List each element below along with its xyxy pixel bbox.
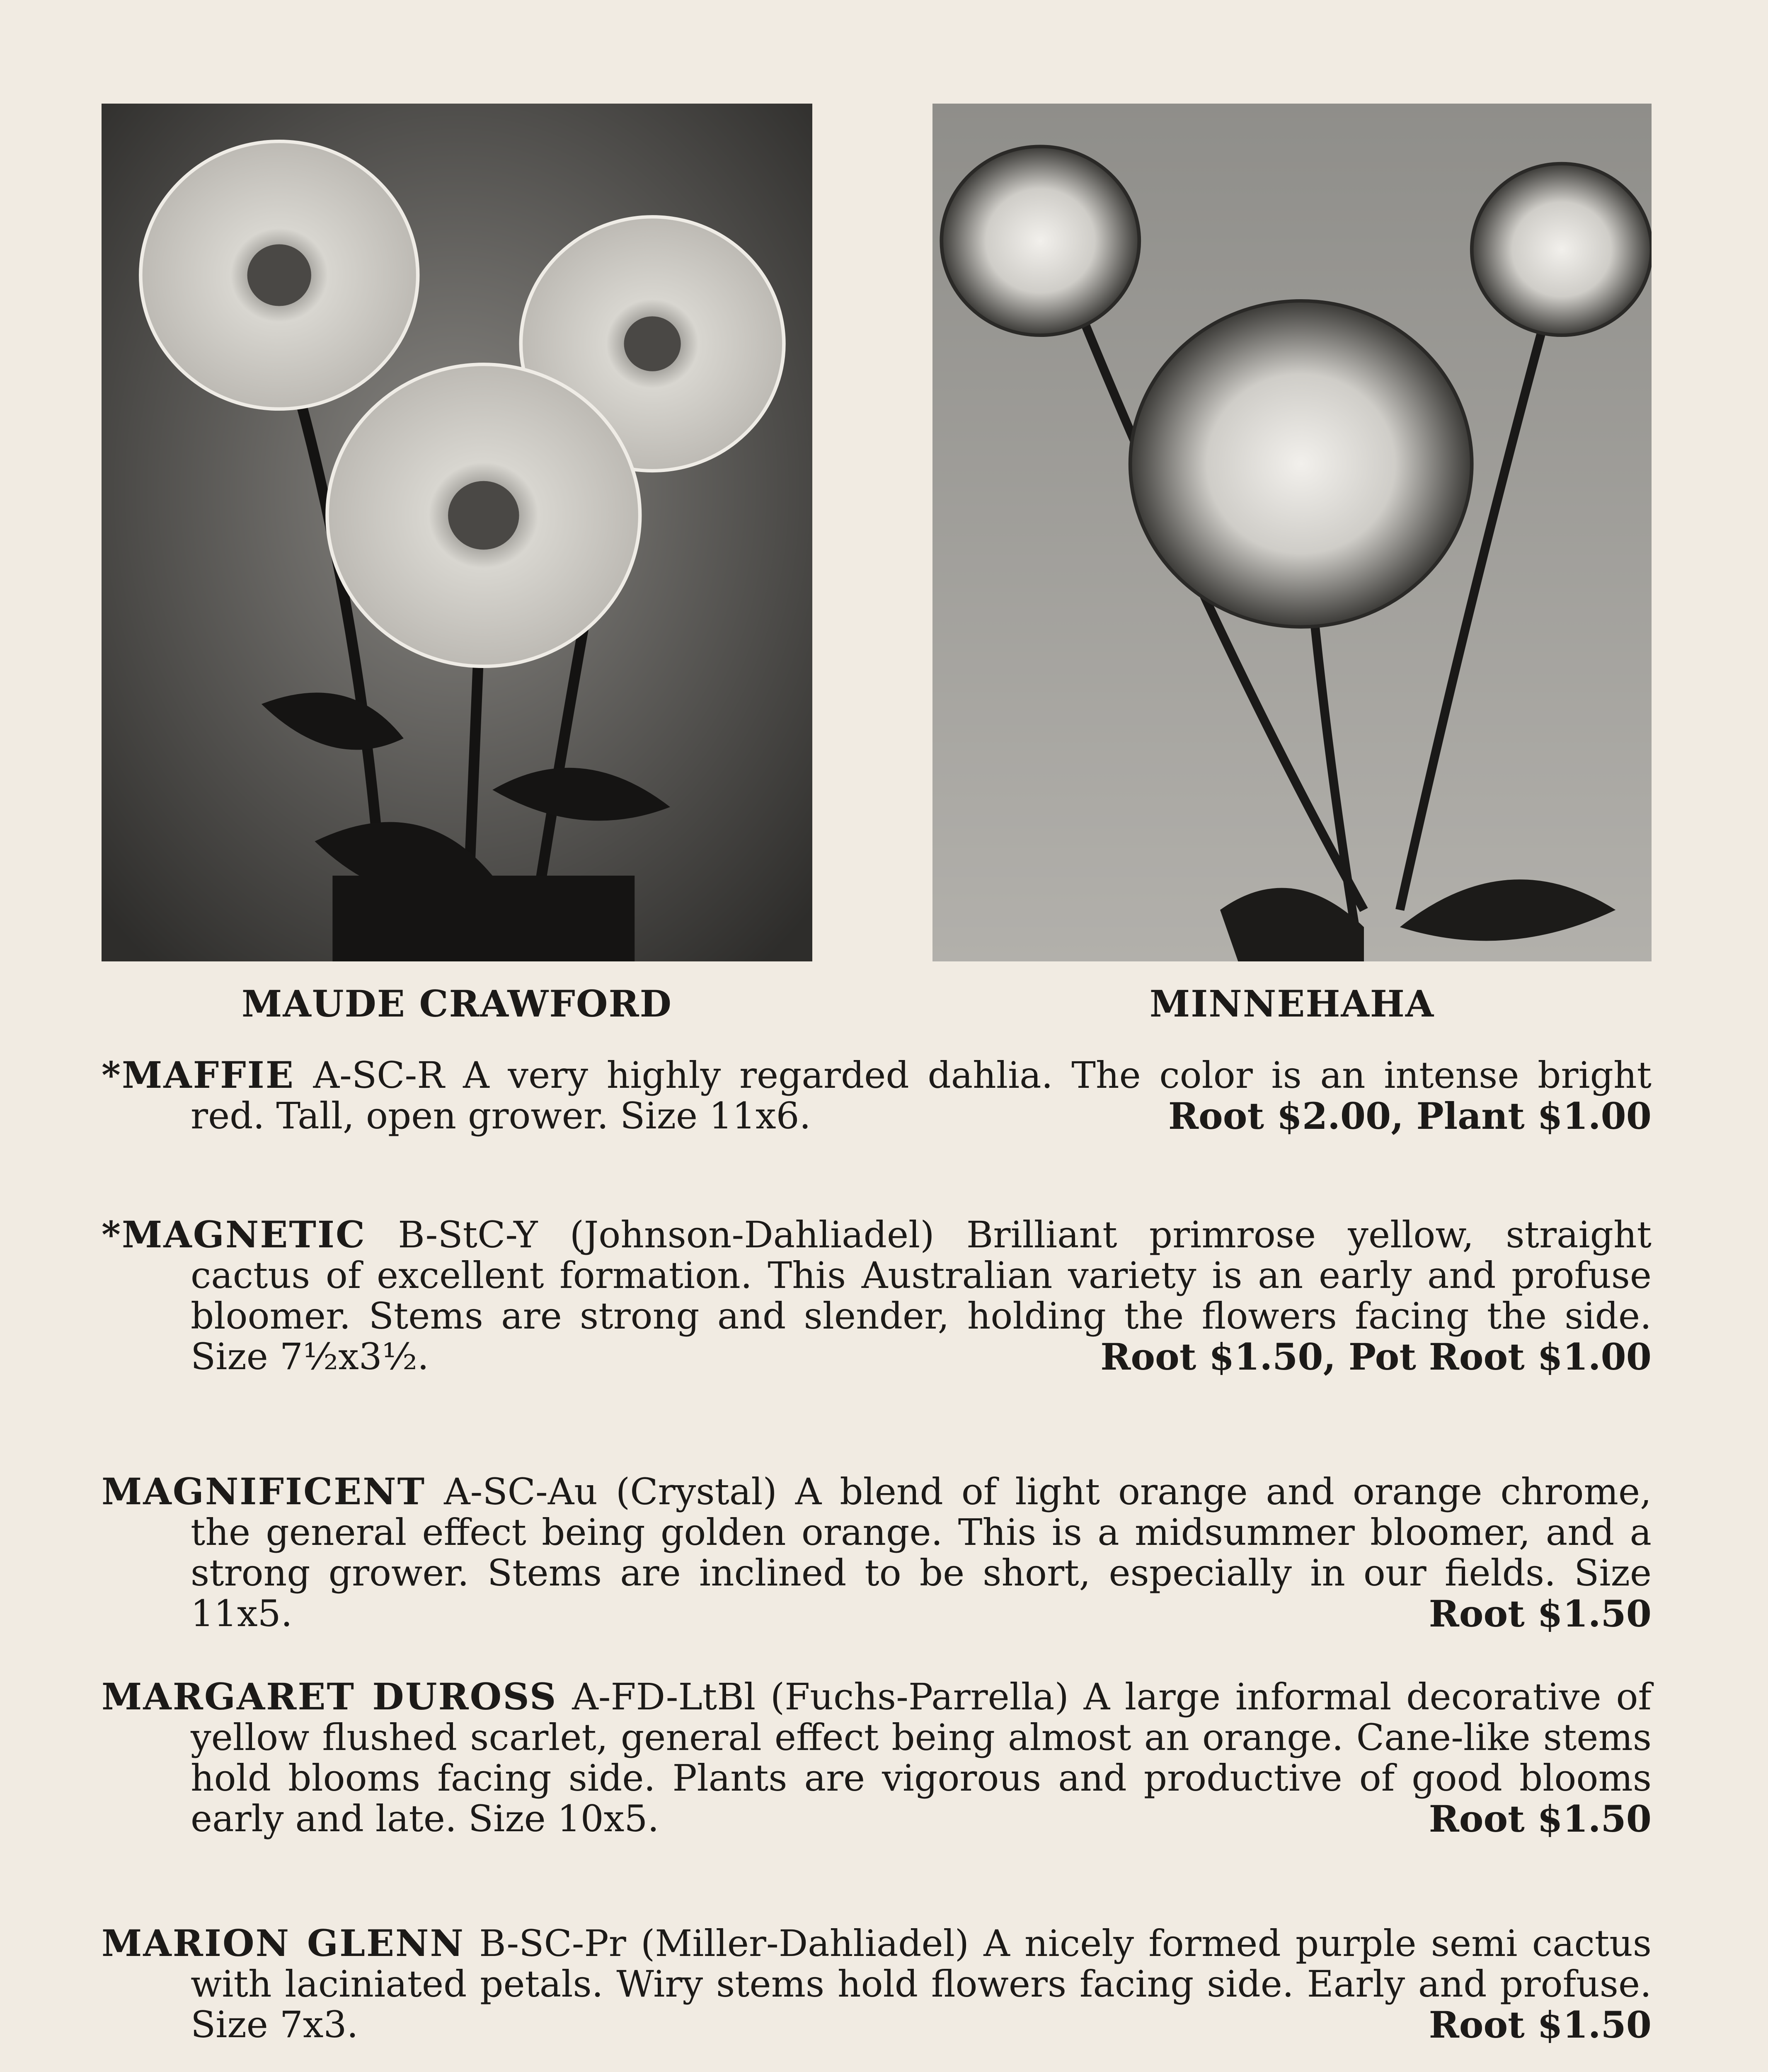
dahlia-entry bbox=[102, 1471, 1652, 1634]
entry-price: Root $1.50, Pot Root $1.00 bbox=[1100, 1335, 1652, 1378]
entry-description: A-SC-Au (Crystal) A blend of light orange and orange chrome, the general effect being golden orange. This is a midsummer bloomer, and a strong grower. Stems are inclined to be short, especially in our fields. Size 11x5. bbox=[191, 1470, 1652, 1635]
entry-description: A-FD-LtBl (Fuchs-Parrella) A large informal decorative of yellow flushed scarlet, general effect being almost an orange. Cane-like stems hold blooms facing side. Plants are vigorous and productive of good blooms early and late. Size 10x5. bbox=[191, 1675, 1652, 1840]
photo-caption-left: MAUDE CRAWFORD bbox=[242, 982, 672, 1025]
entry-name: MARGARET DUROSS bbox=[102, 1675, 557, 1718]
entry-name: *MAGNETIC bbox=[102, 1213, 366, 1256]
entry-description: A-SC-R A very highly regarded dahlia. The color is an intense bright red. Tall, open grower. Size 11x6. bbox=[191, 1054, 1652, 1137]
dahlia-photo-image bbox=[102, 104, 812, 961]
entry-name: MAGNIFICENT bbox=[102, 1470, 426, 1513]
dahlia-entry bbox=[102, 1676, 1652, 1839]
entry-price: Root $2.00, Plant $1.00 bbox=[1168, 1094, 1652, 1138]
entry-description: B-StC-Y (Johnson-Dahliadel) Brilliant primrose yellow, straight cactus of excellent formation. This Australian variety is an early and profuse bloomer. Stems are strong and slender, holding the flowers facing the side. Size 7½x3½. bbox=[191, 1213, 1652, 1378]
entry-price: Root $1.50 bbox=[1429, 1592, 1652, 1635]
entry-price: Root $1.50 bbox=[1429, 1797, 1652, 1840]
entry-name: *MAFFIE bbox=[102, 1053, 295, 1097]
entry-description: B-SC-Pr (Miller-Dahliadel) A nicely formed purple semi cactus with laciniated petals. Wiry stems hold flowers facing side. Early and profuse. Size 7x3. bbox=[191, 1922, 1652, 2046]
dahlia-entry bbox=[102, 1055, 1652, 1136]
photo-caption-right: MINNEHAHA bbox=[1149, 982, 1435, 1025]
dahlia-entry bbox=[102, 1214, 1652, 1377]
dahlia-photo-image bbox=[932, 104, 1652, 961]
photo-minnehaha bbox=[932, 104, 1652, 961]
photo-maude-crawford bbox=[102, 104, 812, 961]
entry-name: MARION GLENN bbox=[102, 1922, 465, 1965]
entry-price: Root $1.50 bbox=[1429, 2003, 1652, 2046]
dahlia-entry bbox=[102, 1923, 1652, 2045]
